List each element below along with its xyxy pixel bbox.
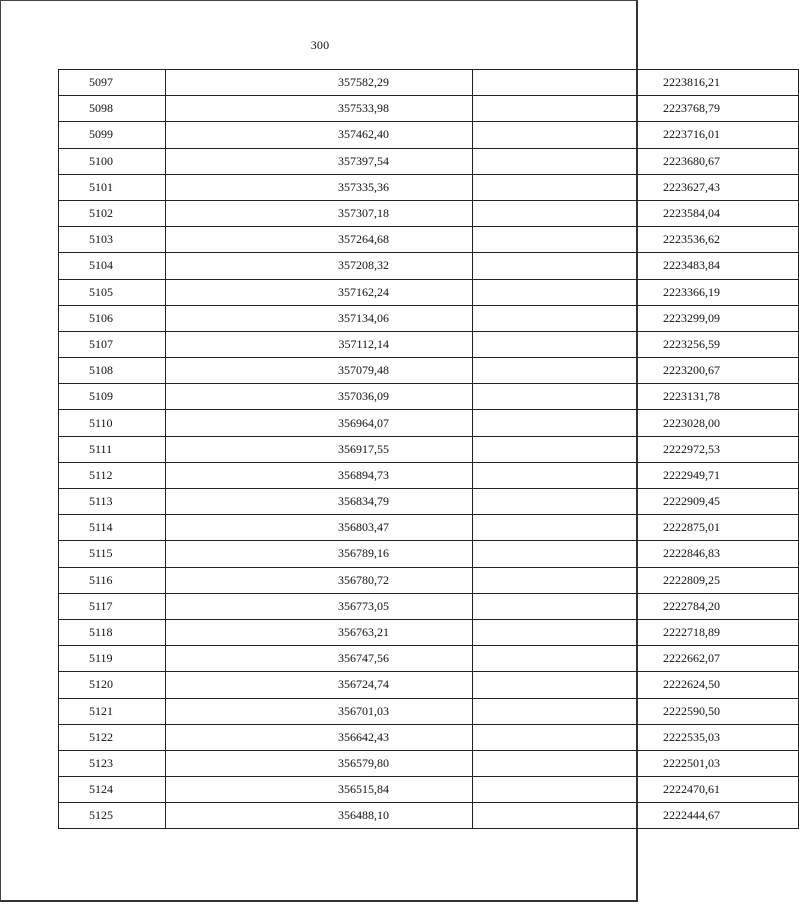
point-number-cell: 5104 bbox=[59, 253, 166, 279]
y-coordinate-cell: 2223768,79 bbox=[473, 96, 799, 122]
point-number-cell: 5115 bbox=[59, 541, 166, 567]
x-coordinate-cell: 356515,84 bbox=[166, 777, 473, 803]
y-coordinate-cell: 2223256,59 bbox=[473, 331, 799, 357]
table-row bbox=[59, 803, 799, 829]
point-number-cell: 5103 bbox=[59, 227, 166, 253]
point-number-cell: 5118 bbox=[59, 619, 166, 645]
point-number-cell: 5109 bbox=[59, 384, 166, 410]
point-number-cell: 5125 bbox=[59, 803, 166, 829]
table-row bbox=[59, 358, 799, 384]
table-row bbox=[59, 305, 799, 331]
x-coordinate-cell: 357264,68 bbox=[166, 227, 473, 253]
y-coordinate-cell: 2222875,01 bbox=[473, 515, 799, 541]
y-coordinate-cell: 2222972,53 bbox=[473, 436, 799, 462]
y-coordinate-cell: 2223028,00 bbox=[473, 410, 799, 436]
x-coordinate-cell: 357208,32 bbox=[166, 253, 473, 279]
y-coordinate-cell: 2223816,21 bbox=[473, 70, 799, 96]
table-row bbox=[59, 331, 799, 357]
table-row bbox=[59, 253, 799, 279]
x-coordinate-cell: 357533,98 bbox=[166, 96, 473, 122]
table-row bbox=[59, 750, 799, 776]
point-number-cell: 5111 bbox=[59, 436, 166, 462]
point-number-cell: 5116 bbox=[59, 567, 166, 593]
x-coordinate-cell: 357112,14 bbox=[166, 331, 473, 357]
page-number: 300 bbox=[310, 38, 330, 52]
point-number-cell: 5124 bbox=[59, 777, 166, 803]
point-number-cell: 5102 bbox=[59, 200, 166, 226]
y-coordinate-cell: 2223200,67 bbox=[473, 358, 799, 384]
y-coordinate-cell: 2222444,67 bbox=[473, 803, 799, 829]
x-coordinate-cell: 357397,54 bbox=[166, 148, 473, 174]
y-coordinate-cell: 2223627,43 bbox=[473, 174, 799, 200]
x-coordinate-cell: 357079,48 bbox=[166, 358, 473, 384]
y-coordinate-cell: 2222846,83 bbox=[473, 541, 799, 567]
x-coordinate-cell: 357134,06 bbox=[166, 305, 473, 331]
y-coordinate-cell: 2222718,89 bbox=[473, 619, 799, 645]
y-coordinate-cell: 2223299,09 bbox=[473, 305, 799, 331]
y-coordinate-cell: 2222949,71 bbox=[473, 462, 799, 488]
x-coordinate-cell: 356789,16 bbox=[166, 541, 473, 567]
y-coordinate-cell: 2223366,19 bbox=[473, 279, 799, 305]
point-number-cell: 5100 bbox=[59, 148, 166, 174]
y-coordinate-cell: 2222809,25 bbox=[473, 567, 799, 593]
table-row bbox=[59, 672, 799, 698]
table-row bbox=[59, 777, 799, 803]
table-row bbox=[59, 70, 799, 96]
table-body bbox=[59, 70, 799, 829]
y-coordinate-cell: 2222909,45 bbox=[473, 489, 799, 515]
table-row bbox=[59, 567, 799, 593]
table-row bbox=[59, 462, 799, 488]
point-number-cell: 5117 bbox=[59, 593, 166, 619]
x-coordinate-cell: 356894,73 bbox=[166, 462, 473, 488]
point-number-cell: 5121 bbox=[59, 698, 166, 724]
point-number-cell: 5120 bbox=[59, 672, 166, 698]
point-number-cell: 5106 bbox=[59, 305, 166, 331]
x-coordinate-cell: 356724,74 bbox=[166, 672, 473, 698]
table-row bbox=[59, 541, 799, 567]
table-row bbox=[59, 148, 799, 174]
x-coordinate-cell: 356917,55 bbox=[166, 436, 473, 462]
y-coordinate-cell: 2222535,03 bbox=[473, 724, 799, 750]
x-coordinate-cell: 357307,18 bbox=[166, 200, 473, 226]
point-number-cell: 5105 bbox=[59, 279, 166, 305]
y-coordinate-cell: 2222470,61 bbox=[473, 777, 799, 803]
y-coordinate-cell: 2223131,78 bbox=[473, 384, 799, 410]
table-row bbox=[59, 436, 799, 462]
table-row bbox=[59, 279, 799, 305]
y-coordinate-cell: 2222662,07 bbox=[473, 646, 799, 672]
coordinates-table bbox=[58, 69, 799, 829]
table-row bbox=[59, 724, 799, 750]
y-coordinate-cell: 2223680,67 bbox=[473, 148, 799, 174]
x-coordinate-cell: 357036,09 bbox=[166, 384, 473, 410]
table-row bbox=[59, 122, 799, 148]
table-row bbox=[59, 174, 799, 200]
table-row bbox=[59, 200, 799, 226]
table-row bbox=[59, 96, 799, 122]
table-row bbox=[59, 619, 799, 645]
point-number-cell: 5097 bbox=[59, 70, 166, 96]
x-coordinate-cell: 356780,72 bbox=[166, 567, 473, 593]
table-row bbox=[59, 384, 799, 410]
x-coordinate-cell: 356642,43 bbox=[166, 724, 473, 750]
x-coordinate-cell: 356803,47 bbox=[166, 515, 473, 541]
table-row bbox=[59, 698, 799, 724]
x-coordinate-cell: 356834,79 bbox=[166, 489, 473, 515]
point-number-cell: 5119 bbox=[59, 646, 166, 672]
point-number-cell: 5099 bbox=[59, 122, 166, 148]
y-coordinate-cell: 2222784,20 bbox=[473, 593, 799, 619]
y-coordinate-cell: 2222590,50 bbox=[473, 698, 799, 724]
x-coordinate-cell: 357162,24 bbox=[166, 279, 473, 305]
y-coordinate-cell: 2222501,03 bbox=[473, 750, 799, 776]
table-row bbox=[59, 515, 799, 541]
x-coordinate-cell: 356579,80 bbox=[166, 750, 473, 776]
table-row bbox=[59, 227, 799, 253]
point-number-cell: 5110 bbox=[59, 410, 166, 436]
point-number-cell: 5112 bbox=[59, 462, 166, 488]
x-coordinate-cell: 356701,03 bbox=[166, 698, 473, 724]
y-coordinate-cell: 2223584,04 bbox=[473, 200, 799, 226]
x-coordinate-cell: 357335,36 bbox=[166, 174, 473, 200]
point-number-cell: 5123 bbox=[59, 750, 166, 776]
x-coordinate-cell: 357582,29 bbox=[166, 70, 473, 96]
y-coordinate-cell: 2223483,84 bbox=[473, 253, 799, 279]
x-coordinate-cell: 356964,07 bbox=[166, 410, 473, 436]
table-row bbox=[59, 410, 799, 436]
point-number-cell: 5101 bbox=[59, 174, 166, 200]
point-number-cell: 5122 bbox=[59, 724, 166, 750]
point-number-cell: 5098 bbox=[59, 96, 166, 122]
point-number-cell: 5113 bbox=[59, 489, 166, 515]
y-coordinate-cell: 2223536,62 bbox=[473, 227, 799, 253]
point-number-cell: 5114 bbox=[59, 515, 166, 541]
y-coordinate-cell: 2223716,01 bbox=[473, 122, 799, 148]
x-coordinate-cell: 356747,56 bbox=[166, 646, 473, 672]
x-coordinate-cell: 356763,21 bbox=[166, 619, 473, 645]
x-coordinate-cell: 356488,10 bbox=[166, 803, 473, 829]
x-coordinate-cell: 357462,40 bbox=[166, 122, 473, 148]
table-row bbox=[59, 646, 799, 672]
table-row bbox=[59, 489, 799, 515]
x-coordinate-cell: 356773,05 bbox=[166, 593, 473, 619]
point-number-cell: 5107 bbox=[59, 331, 166, 357]
table-row bbox=[59, 593, 799, 619]
point-number-cell: 5108 bbox=[59, 358, 166, 384]
y-coordinate-cell: 2222624,50 bbox=[473, 672, 799, 698]
